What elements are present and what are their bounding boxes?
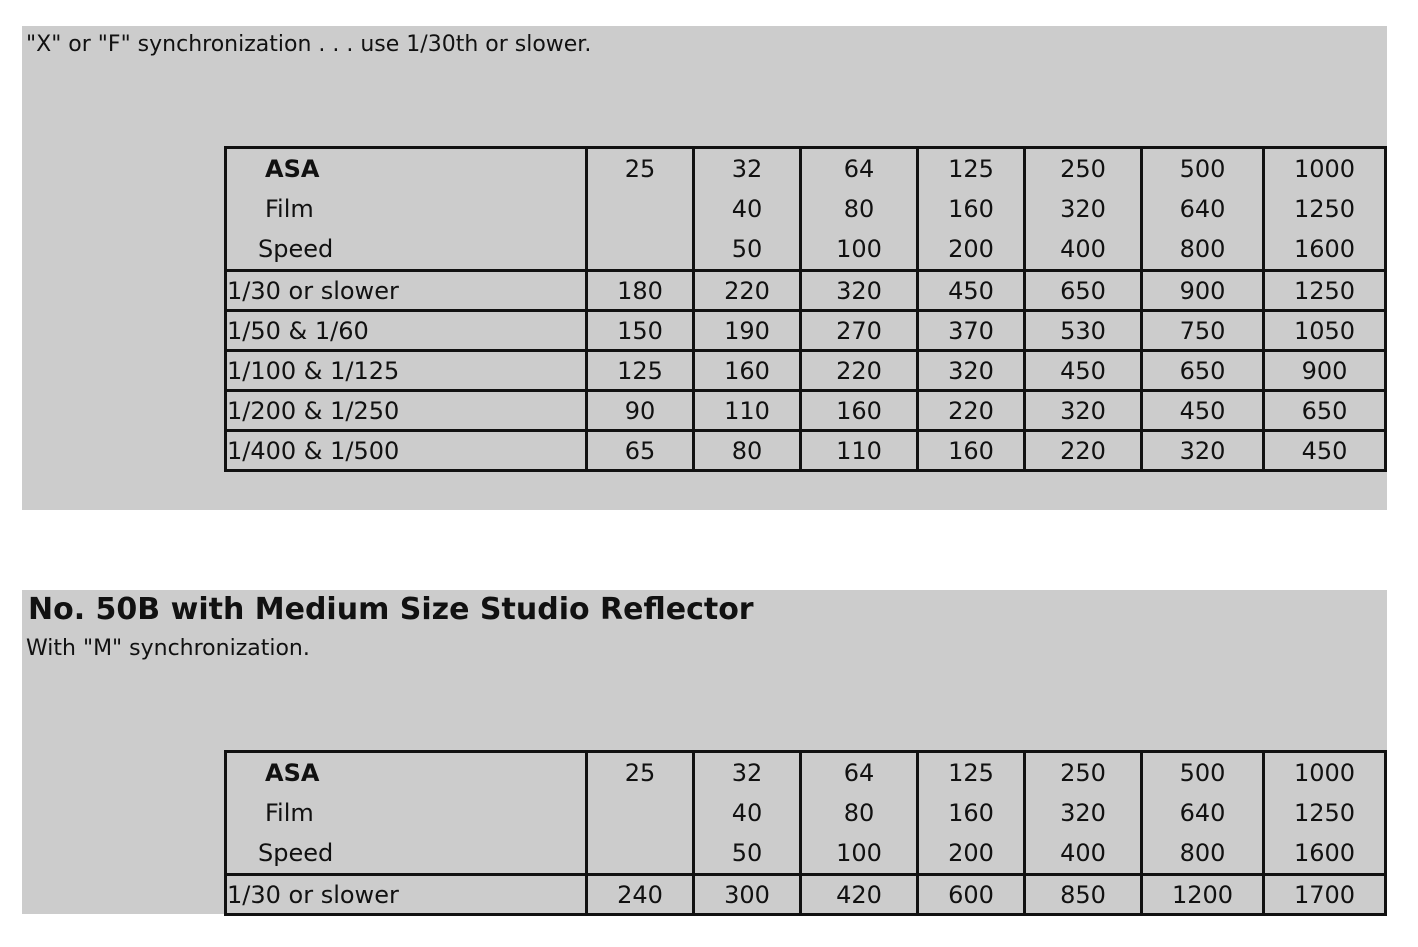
asa-header-row xyxy=(226,752,1386,875)
asa-speed-value: 64 xyxy=(843,759,875,787)
guide-number-cell: 450 xyxy=(1025,351,1142,391)
guide-number-cell: 370 xyxy=(918,311,1025,351)
guide-number-cell: 320 xyxy=(801,271,918,311)
asa-speed-value: 1250 xyxy=(1293,799,1356,827)
asa-speed-column xyxy=(1142,752,1264,875)
asa-speed-value: 250 xyxy=(1060,155,1106,183)
table-row xyxy=(226,351,1386,391)
asa-speed-value: 40 xyxy=(731,799,763,827)
asa-speed-value xyxy=(588,189,692,229)
guide-number-cell: 750 xyxy=(1142,311,1264,351)
asa-speed-value: 320 xyxy=(1060,799,1106,827)
asa-speed-value: 100 xyxy=(836,839,882,867)
sync-note: "X" or "F" synchronization . . . use 1/30th or slower. xyxy=(26,32,592,57)
shutter-speed-label: 1/50 & 1/60 xyxy=(226,311,587,351)
guide-number-cell: 180 xyxy=(587,271,694,311)
guide-number-cell: 80 xyxy=(694,431,801,471)
asa-speed-value: 200 xyxy=(948,839,994,867)
asa-speed-value: 80 xyxy=(843,195,875,223)
guide-number-cell: 450 xyxy=(918,271,1025,311)
section-title: No. 50B with Medium Size Studio Reflector xyxy=(28,592,754,627)
table-row xyxy=(226,311,1386,351)
asa-speed-column xyxy=(801,752,918,875)
guide-number-cell: 900 xyxy=(1264,351,1386,391)
guide-number-cell: 125 xyxy=(587,351,694,391)
guide-number-cell: 90 xyxy=(587,391,694,431)
asa-speed-value xyxy=(588,833,692,873)
shutter-speed-label: 1/100 & 1/125 xyxy=(226,351,587,391)
asa-speed-value: 32 xyxy=(731,155,763,183)
guide-number-cell: 650 xyxy=(1142,351,1264,391)
asa-speed-column xyxy=(1142,148,1264,271)
asa-speed-value: 640 xyxy=(1179,195,1226,223)
guide-number-table xyxy=(224,750,1387,916)
asa-film-speed-label xyxy=(226,752,587,875)
asa-speed-value: 400 xyxy=(1060,839,1106,867)
asa-speed-value: 25 xyxy=(624,759,656,787)
guide-number-cell: 850 xyxy=(1025,875,1142,915)
asa-speed-column xyxy=(1264,752,1386,875)
header-label: ASA xyxy=(265,155,320,183)
guide-number-cell: 190 xyxy=(694,311,801,351)
guide-number-cell: 1250 xyxy=(1264,271,1386,311)
guide-number-cell: 320 xyxy=(1025,391,1142,431)
asa-speed-value: 200 xyxy=(948,235,994,263)
asa-speed-value: 25 xyxy=(624,155,656,183)
asa-speed-column xyxy=(1025,148,1142,271)
asa-speed-value: 125 xyxy=(948,155,994,183)
sync-note: With "M" synchronization. xyxy=(26,636,310,661)
asa-speed-value: 500 xyxy=(1179,759,1226,787)
guide-number-cell: 220 xyxy=(801,351,918,391)
guide-number-cell: 160 xyxy=(694,351,801,391)
asa-speed-value: 64 xyxy=(843,155,875,183)
asa-speed-value: 640 xyxy=(1179,799,1226,827)
guide-number-cell: 900 xyxy=(1142,271,1264,311)
asa-speed-value: 250 xyxy=(1060,759,1106,787)
asa-speed-value: 32 xyxy=(731,759,763,787)
asa-speed-value: 100 xyxy=(836,235,882,263)
guide-number-cell: 320 xyxy=(918,351,1025,391)
guide-number-cell: 220 xyxy=(918,391,1025,431)
section-50b-medium-reflector xyxy=(22,590,1387,914)
header-label: Speed xyxy=(258,839,334,867)
asa-film-speed-label xyxy=(226,148,587,271)
guide-number-cell: 300 xyxy=(694,875,801,915)
table-row xyxy=(226,271,1386,311)
asa-speed-value: 1000 xyxy=(1293,155,1356,183)
asa-speed-column xyxy=(801,148,918,271)
guide-number-cell: 160 xyxy=(918,431,1025,471)
guide-number-cell: 65 xyxy=(587,431,694,471)
asa-speed-value: 320 xyxy=(1060,195,1106,223)
asa-speed-value xyxy=(588,793,692,833)
header-label: Film xyxy=(265,195,314,223)
guide-number-cell: 450 xyxy=(1264,431,1386,471)
guide-number-cell: 1200 xyxy=(1142,875,1264,915)
guide-number-cell: 160 xyxy=(801,391,918,431)
asa-speed-column xyxy=(918,148,1025,271)
asa-speed-column xyxy=(1264,148,1386,271)
asa-speed-column xyxy=(918,752,1025,875)
asa-speed-column xyxy=(694,148,801,271)
asa-speed-value: 500 xyxy=(1179,155,1226,183)
guide-number-table xyxy=(224,146,1387,472)
guide-number-cell: 1050 xyxy=(1264,311,1386,351)
asa-speed-value: 160 xyxy=(948,195,994,223)
header-label: Speed xyxy=(258,235,334,263)
guide-number-cell: 110 xyxy=(694,391,801,431)
table-row xyxy=(226,875,1386,915)
section-x-f-sync xyxy=(22,26,1387,510)
guide-number-cell: 150 xyxy=(587,311,694,351)
guide-number-cell: 420 xyxy=(801,875,918,915)
header-label: ASA xyxy=(265,759,320,787)
asa-header-row xyxy=(226,148,1386,271)
asa-speed-value: 1600 xyxy=(1293,235,1356,263)
asa-speed-value: 160 xyxy=(948,799,994,827)
guide-number-cell: 450 xyxy=(1142,391,1264,431)
shutter-speed-label: 1/200 & 1/250 xyxy=(226,391,587,431)
shutter-speed-label: 1/30 or slower xyxy=(226,875,587,915)
asa-speed-column xyxy=(1025,752,1142,875)
asa-speed-column xyxy=(587,752,694,875)
table-row xyxy=(226,431,1386,471)
guide-number-cell: 110 xyxy=(801,431,918,471)
asa-speed-value: 40 xyxy=(731,195,763,223)
guide-number-cell: 220 xyxy=(694,271,801,311)
guide-number-cell: 650 xyxy=(1025,271,1142,311)
asa-speed-value: 80 xyxy=(843,799,875,827)
guide-number-cell: 270 xyxy=(801,311,918,351)
asa-speed-column xyxy=(587,148,694,271)
asa-speed-value: 50 xyxy=(731,235,763,263)
guide-number-cell: 320 xyxy=(1142,431,1264,471)
asa-speed-column xyxy=(694,752,801,875)
header-label: Film xyxy=(265,799,314,827)
asa-speed-value: 1600 xyxy=(1293,839,1356,867)
asa-speed-value: 400 xyxy=(1060,235,1106,263)
asa-speed-value: 125 xyxy=(948,759,994,787)
guide-number-cell: 240 xyxy=(587,875,694,915)
guide-number-cell: 600 xyxy=(918,875,1025,915)
asa-speed-value xyxy=(588,229,692,269)
asa-speed-value: 1000 xyxy=(1293,759,1356,787)
asa-speed-value: 50 xyxy=(731,839,763,867)
guide-number-cell: 1700 xyxy=(1264,875,1386,915)
guide-number-cell: 530 xyxy=(1025,311,1142,351)
guide-number-cell: 650 xyxy=(1264,391,1386,431)
shutter-speed-label: 1/400 & 1/500 xyxy=(226,431,587,471)
asa-speed-value: 800 xyxy=(1179,839,1226,867)
shutter-speed-label: 1/30 or slower xyxy=(226,271,587,311)
asa-speed-value: 800 xyxy=(1179,235,1226,263)
asa-speed-value: 1250 xyxy=(1293,195,1356,223)
guide-number-cell: 220 xyxy=(1025,431,1142,471)
table-row xyxy=(226,391,1386,431)
